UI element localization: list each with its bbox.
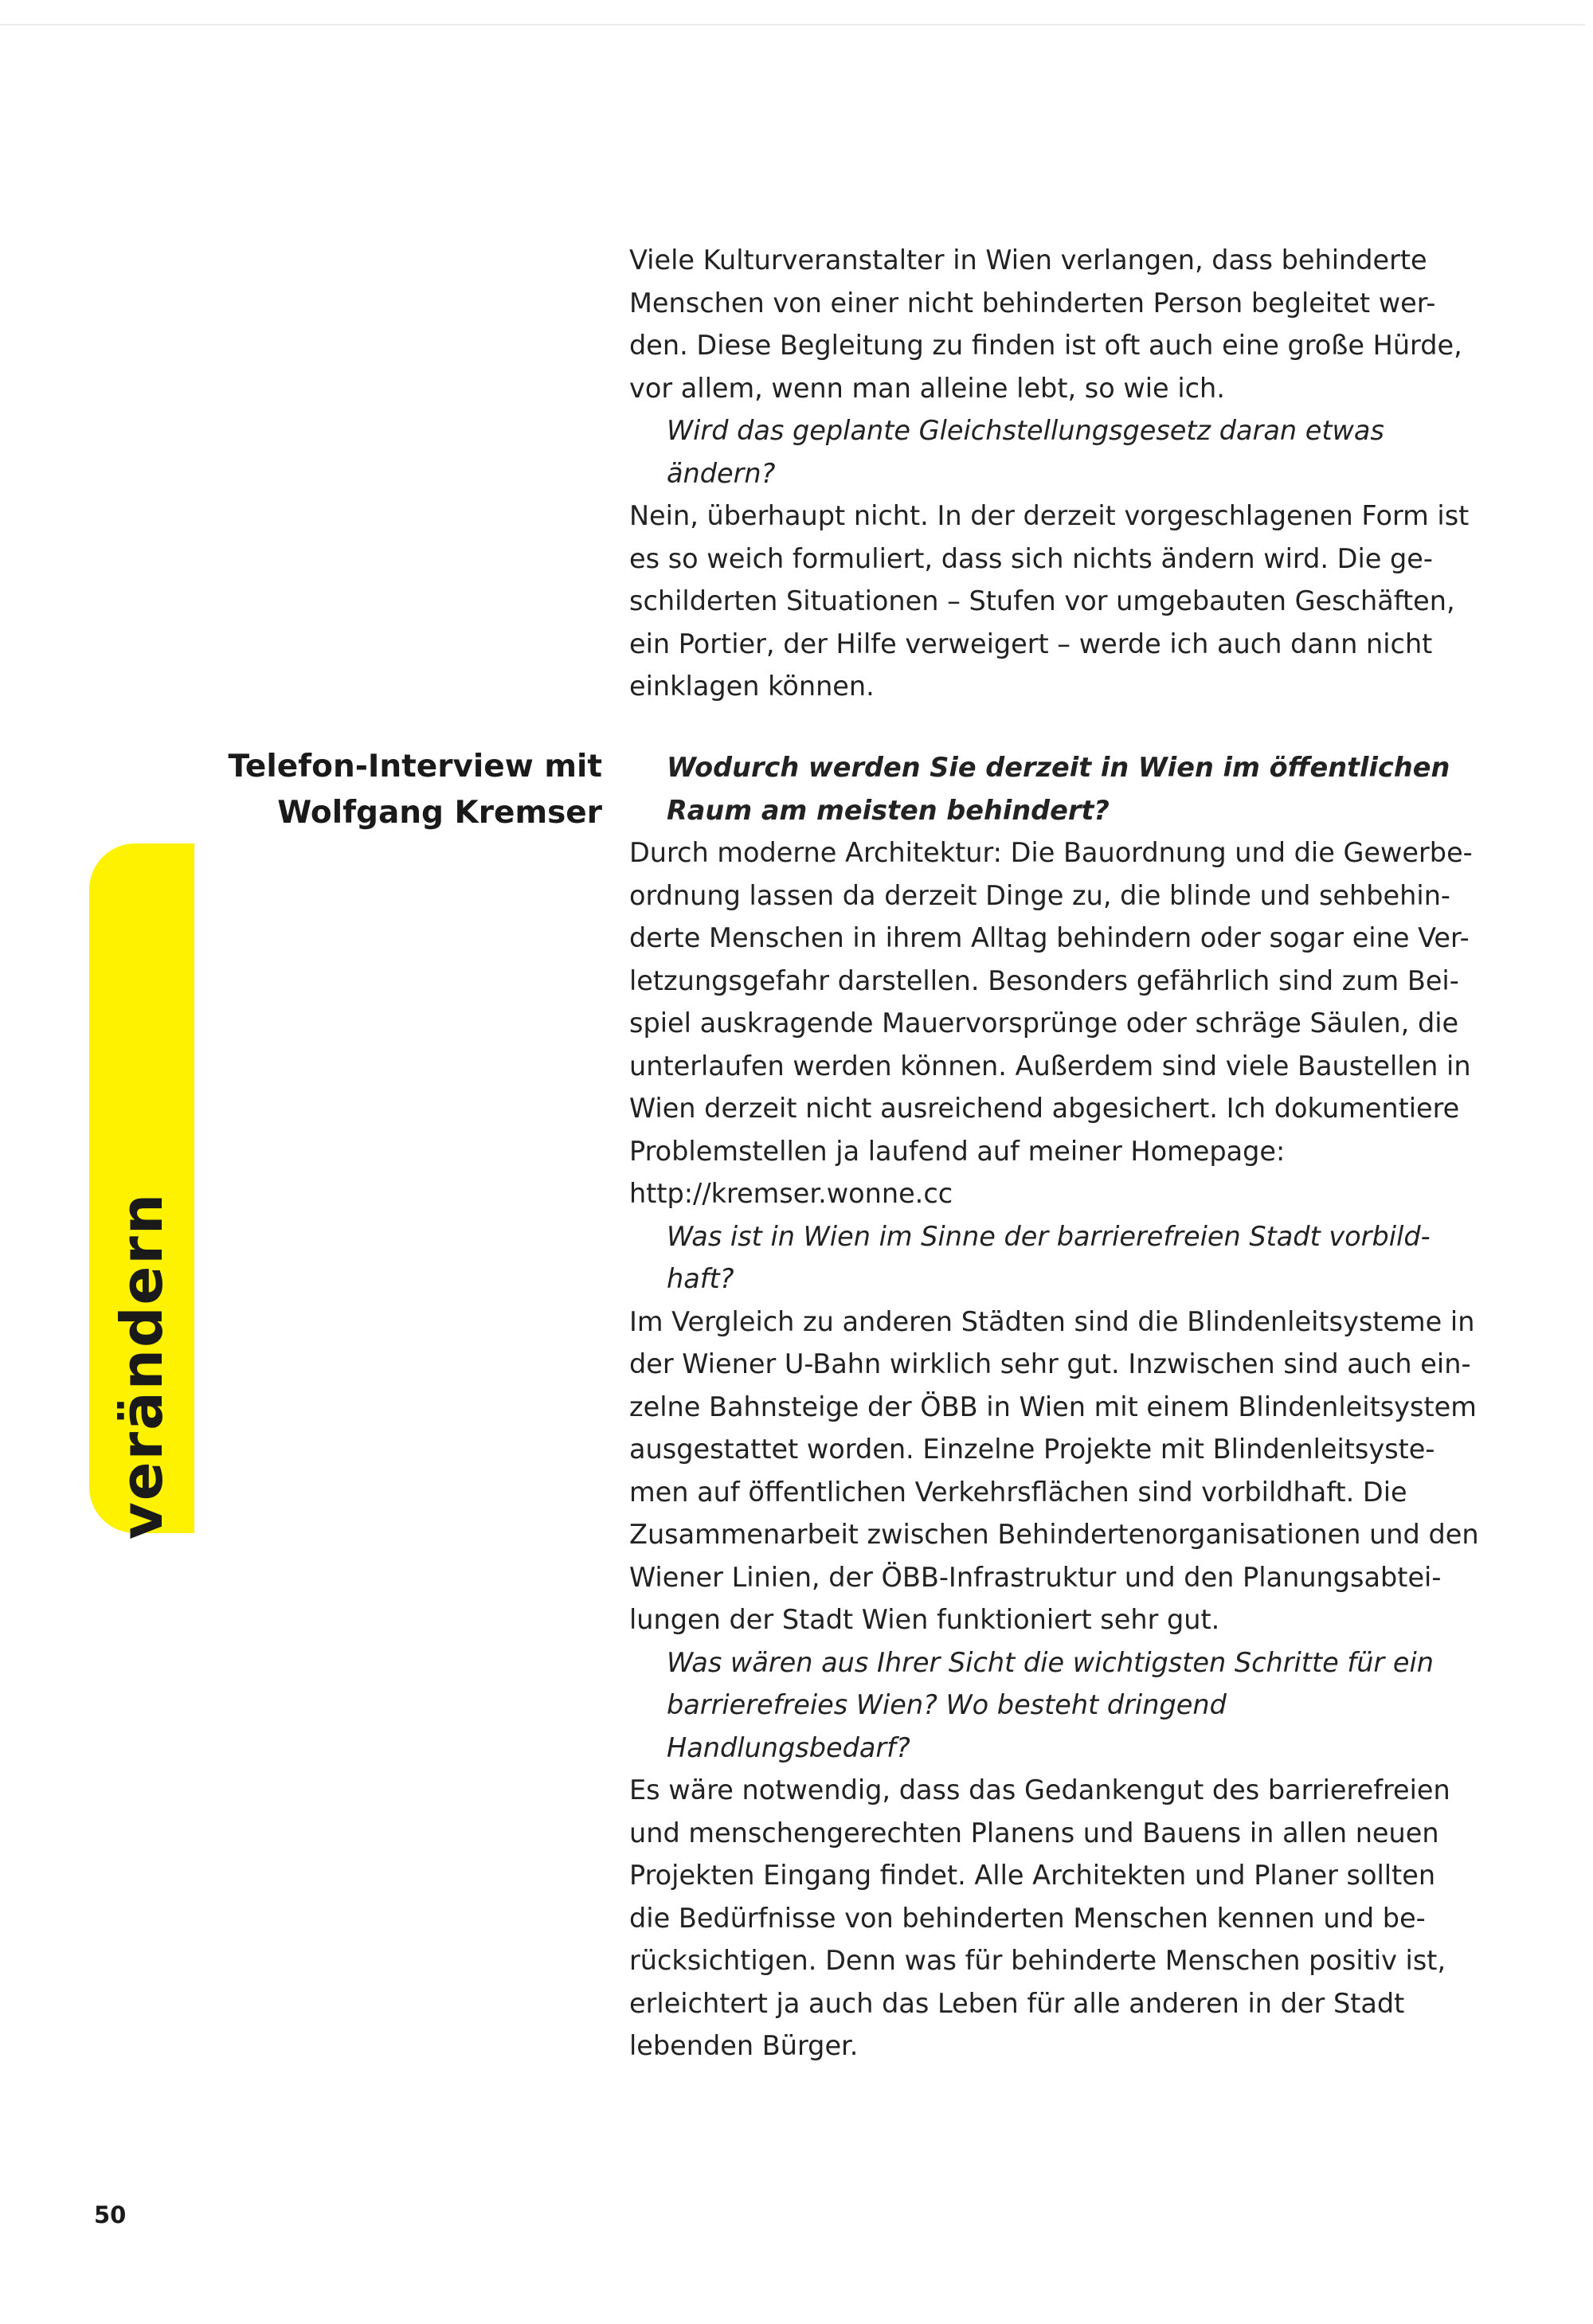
body-text-line: Durch moderne Architektur: Die Bauordnung und die Gewerbe- <box>629 837 1473 868</box>
body-text-line: rücksichtigen. Denn was für behinderte Menschen positiv ist, <box>629 1945 1446 1976</box>
body-text-line: lebenden Bürger. <box>629 2030 859 2061</box>
body-text-line: erleichtert ja auch das Leben für alle anderen in der Stadt <box>629 1987 1405 2019</box>
body-text-line: ein Portier, der Hilfe verweigert – werde ich auch dann nicht <box>629 628 1433 659</box>
body-text-line: Viele Kulturveranstalter in Wien verlangen, dass behinderte <box>629 245 1427 276</box>
interview-question-line: Raum am meisten behindert? <box>667 794 1110 826</box>
body-text-line: lungen der Stadt Wien funktioniert sehr gut. <box>629 1604 1220 1635</box>
interview-question-line: Handlungsbedarf? <box>667 1731 910 1763</box>
scan-edge-line <box>0 24 1585 25</box>
body-text-line: zelne Bahnsteige der ÖBB in Wien mit einem Blindenleitsystem <box>629 1391 1477 1422</box>
page-number: 50 <box>94 2201 127 2228</box>
interview-question-line: Wodurch werden Sie derzeit in Wien im öffentlichen <box>667 752 1450 783</box>
body-text-line: men auf öffentlichen Verkehrsflächen sind vorbildhaft. Die <box>629 1476 1407 1508</box>
interview-question-line: haft? <box>667 1263 734 1294</box>
body-text-line: es so weich formuliert, dass sich nichts ändern wird. Die ge- <box>629 542 1434 574</box>
body-text-line: Im Vergleich zu anderen Städten sind die Blindenleitsysteme in <box>629 1305 1475 1337</box>
body-text-line: unterlaufen werden können. Außerdem sind viele Baustellen in <box>629 1050 1471 1082</box>
body-text-line: Projekten Eingang findet. Alle Architekten und Planer sollten <box>629 1860 1436 1891</box>
body-text-line: Problemstellen ja laufend auf meiner Homepage: <box>629 1135 1286 1167</box>
body-text-line: Zusammenarbeit zwischen Behindertenorganisationen und den <box>629 1519 1479 1550</box>
body-text-line: ausgestattet worden. Einzelne Projekte mit Blindenleitsyste- <box>629 1434 1435 1465</box>
body-text-line: einklagen können. <box>629 671 875 702</box>
body-text-line: den. Diese Begleitung zu finden ist oft auch eine große Hürde, <box>629 330 1462 361</box>
body-text-line: http://kremser.wonne.cc <box>629 1178 953 1209</box>
interview-question-line: Was wären aus Ihrer Sicht die wichtigsten Schritte für ein <box>667 1646 1434 1678</box>
body-text-line: ordnung lassen da derzeit Dinge zu, die blinde und sehbehin- <box>629 879 1451 911</box>
interview-question-line: Wird das geplante Gleichstellungsgesetz daran etwas <box>667 415 1384 446</box>
interview-heading <box>223 744 602 836</box>
body-text-line: der Wiener U-Bahn wirklich sehr gut. Inzwischen sind auch ein- <box>629 1348 1471 1379</box>
body-text-line: Nein, überhaupt nicht. In der derzeit vorgeschlagenen Form ist <box>629 500 1470 531</box>
body-text-line: letzungsgefahr darstellen. Besonders gefährlich sind zum Bei- <box>629 964 1459 996</box>
section-side-tab-label: verändern <box>108 1191 175 1540</box>
interview-heading-line-1: Telefon-Interview mit <box>228 749 602 784</box>
body-text-line: die Bedürfnisse von behinderten Menschen kennen und be- <box>629 1902 1426 1934</box>
interview-heading-line-2: Wolfgang Kremser <box>277 795 602 831</box>
interview-question-line: ändern? <box>667 457 776 489</box>
body-text-line: Es wäre notwendig, dass das Gedankengut des barrierefreien <box>629 1774 1450 1806</box>
interview-question-line: barrierefreies Wien? Wo besteht dringend <box>667 1689 1227 1720</box>
interview-question-line: Was ist in Wien im Sinne der barrierefreien Stadt vorbild- <box>667 1220 1431 1252</box>
body-text-line: Wiener Linien, der ÖBB-Infrastruktur und den Planungsabtei- <box>629 1561 1442 1593</box>
body-text-line: Wien derzeit nicht ausreichend abgesichert. Ich dokumentiere <box>629 1093 1460 1124</box>
article-text-interview <box>629 746 1479 2068</box>
body-text-line: und menschengerechten Planens und Bauens in allen neuen <box>629 1817 1439 1849</box>
body-text-line: schilderten Situationen – Stufen vor umgebauten Geschäften, <box>629 585 1455 616</box>
body-text-line: vor allem, wenn man alleine lebt, so wie ich. <box>629 372 1225 404</box>
body-text-line: Menschen von einer nicht behinderten Person begleitet wer- <box>629 287 1436 319</box>
body-text-line: spiel auskragende Mauervorsprünge oder schräge Säulen, die <box>629 1007 1459 1039</box>
article-text-top <box>629 239 1474 708</box>
body-text-line: derte Menschen in ihrem Alltag behindern oder sogar eine Ver- <box>629 922 1470 953</box>
